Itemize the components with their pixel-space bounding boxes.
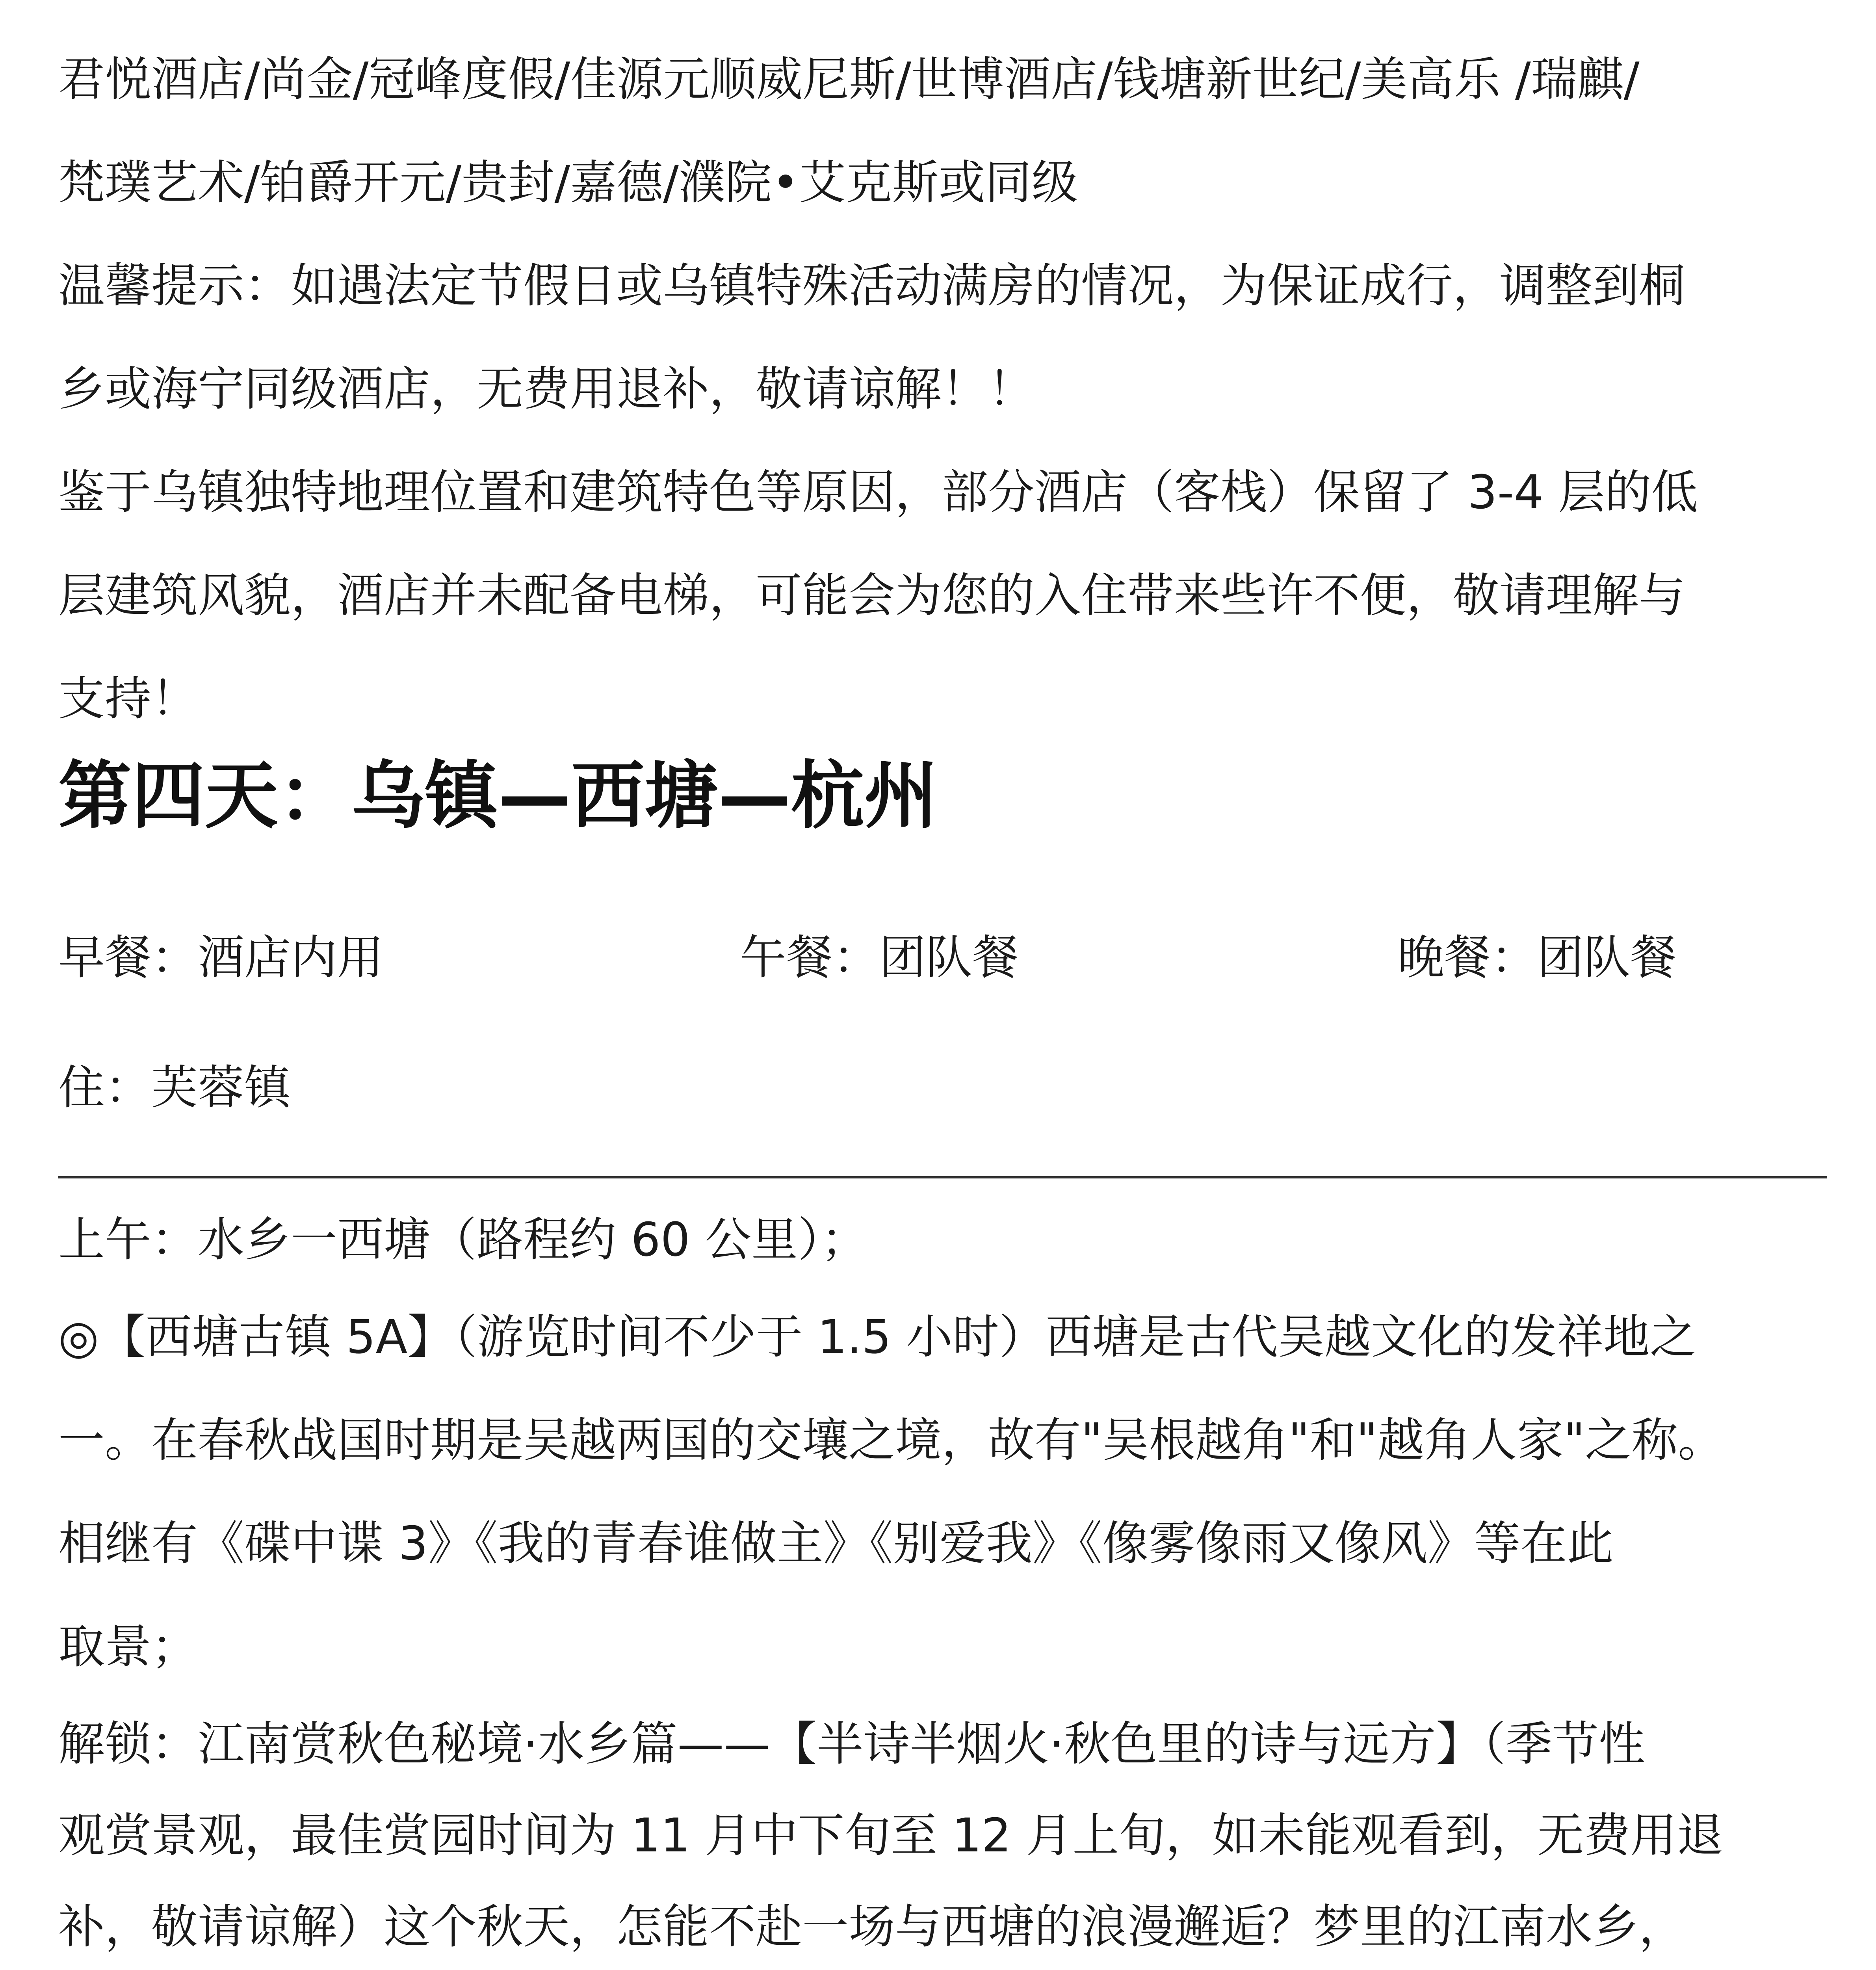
xitang-desc-line-1: ◎【西塘古镇 5A】（游览时间不少于 1.5 小时）西塘是古代吴越文化的发祥地之	[58, 1310, 1696, 1364]
autumn-line-2: 观赏景观，最佳赏园时间为 11 月中下旬至 12 月上旬，如未能观看到，无费用退	[58, 1808, 1724, 1862]
itinerary-body	[58, 1194, 1827, 1970]
stay-text: 住：芙蓉镇	[58, 1060, 291, 1115]
notice-line-1: 温馨提示：如遇法定节假日或乌镇特殊活动满房的情况，为保证成行，调整到桐	[58, 258, 1686, 313]
xitang-desc-line-2: 一。在春秋战国时期是吴越两国的交壤之境，故有"吴根越角"和"越角人家"之称。	[58, 1413, 1725, 1467]
hotel-notes	[58, 28, 1827, 750]
autumn-line-1: 解锁：江南赏秋色秘境·水乡篇——【半诗半烟火·秋色里的诗与远方】（季节性	[58, 1717, 1646, 1771]
notice-line-2: 乡或海宁同级酒店，无费用退补，敬请谅解！！	[58, 362, 1035, 416]
divider-line	[58, 1176, 1827, 1178]
breakfast-text: 早餐：酒店内用	[58, 930, 384, 985]
xitang-desc-line-3: 相继有《碟中谍 3》《我的青春谁做主》《别爱我》《像雾像雨又像风》等在此	[58, 1516, 1614, 1570]
lunch-text: 午餐：团队餐	[740, 930, 1019, 985]
hotel-list-line-1: 君悦酒店/尚金/冠峰度假/佳源元顺威尼斯/世博酒店/钱塘新世纪/美高乐 /瑞麒/	[58, 52, 1640, 106]
day-title: 第四天：乌镇—西塘—杭州	[58, 753, 938, 838]
building-note-line-1: 鉴于乌镇独特地理位置和建筑特色等原因，部分酒店（客栈）保留了 3-4 层的低	[58, 465, 1698, 519]
autumn-line-3: 补，敬请谅解）这个秋天，怎能不赴一场与西塘的浪漫邂逅？梦里的江南水乡，	[58, 1899, 1686, 1954]
morning-route: 上午：水乡一西塘（路程约 60 公里）；	[58, 1212, 868, 1267]
hotel-list-line-2: 梵璞艺术/铂爵开元/贵封/嘉德/濮院•艾克斯或同级	[58, 155, 1078, 210]
xitang-desc-line-4: 取景；	[58, 1619, 198, 1674]
dinner-text: 晚餐：团队餐	[1398, 930, 1677, 985]
building-note-line-3: 支持！	[58, 671, 198, 726]
building-note-line-2: 层建筑风貌，酒店并未配备电梯，可能会为您的入住带来些许不便，敬请理解与	[58, 568, 1686, 623]
meal-row	[58, 918, 1827, 997]
